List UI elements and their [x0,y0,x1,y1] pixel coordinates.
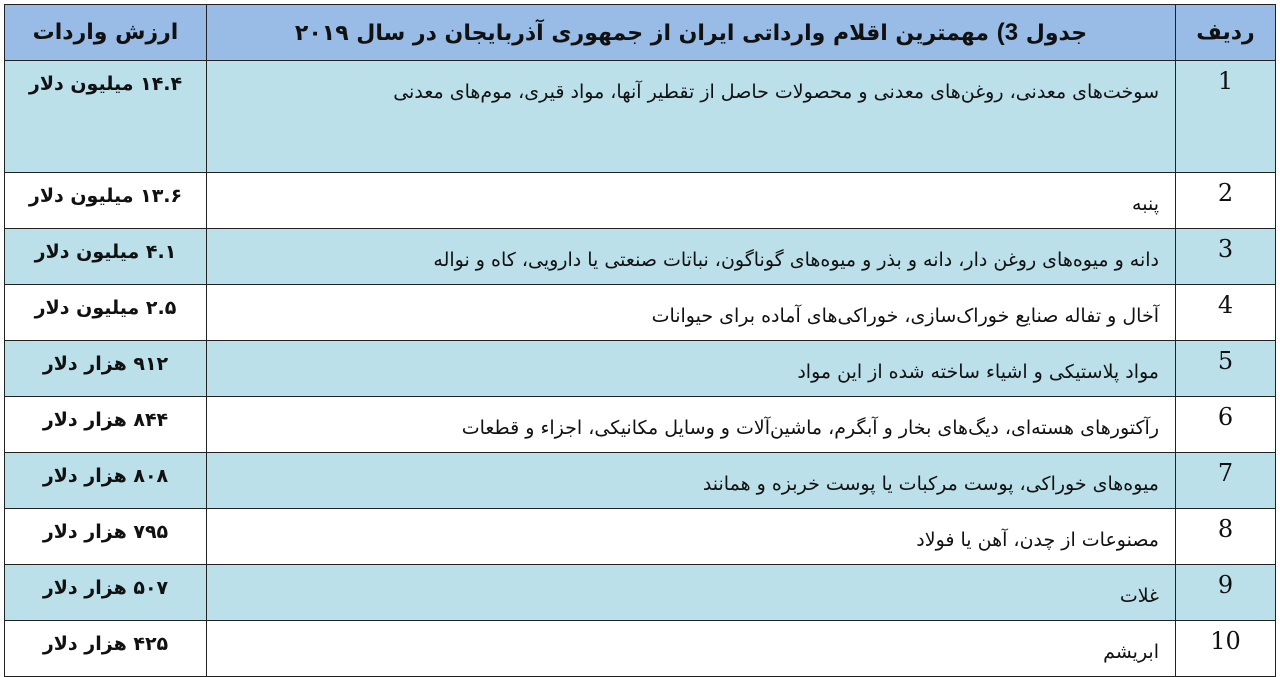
row-radif: 9 [1176,565,1276,621]
row-value: ۱۳.۶ میلیون دلار [5,173,207,229]
row-radif: 8 [1176,509,1276,565]
row-value: ۸۰۸ هزار دلار [5,453,207,509]
header-value: ارزش واردات [5,5,207,61]
table-row [5,341,1276,397]
table-row [5,621,1276,677]
row-radif: 4 [1176,285,1276,341]
row-value: ۲.۵ میلیون دلار [5,285,207,341]
table-row [5,453,1276,509]
row-item: مواد پلاستیکی و اشیاء ساخته شده از این مواد [207,341,1176,397]
row-value: ۷۹۵ هزار دلار [5,509,207,565]
row-value: ۴.۱ میلیون دلار [5,229,207,285]
row-item: غلات [207,565,1176,621]
row-radif: 6 [1176,397,1276,453]
row-item: پنبه [207,173,1176,229]
row-item: رآکتورهای هسته‌ای، دیگ‌های بخار و آبگرم، ماشین‌آلات و وسایل مکانیکی، اجزاء و قطعات [207,397,1176,453]
table-row [5,509,1276,565]
row-radif: 2 [1176,173,1276,229]
row-item: آخال و تفاله صنایع خوراک‌سازی، خوراکی‌های آماده برای حیوانات [207,285,1176,341]
row-value: ۹۱۲ هزار دلار [5,341,207,397]
title-number: 3) [996,18,1019,46]
row-value: ۵۰۷ هزار دلار [5,565,207,621]
table-row [5,229,1276,285]
row-radif: 5 [1176,341,1276,397]
row-radif: 3 [1176,229,1276,285]
row-item: مصنوعات از چدن، آهن یا فولاد [207,509,1176,565]
header-radif: ردیف [1176,5,1276,61]
imports-table [4,4,1276,677]
table-row [5,285,1276,341]
row-radif: 10 [1176,621,1276,677]
title-prefix: جدول [1025,20,1088,46]
row-item: میوه‌های خوراکی، پوست مرکبات یا پوست خربزه و همانند [207,453,1176,509]
row-value: ۱۴.۴ میلیون دلار [5,61,207,173]
table-row [5,61,1276,173]
table-row [5,397,1276,453]
table-row [5,565,1276,621]
row-item: دانه و میوه‌های روغن دار، دانه و بذر و میوه‌های گوناگون، نباتات صنعتی یا دارویی، کاه و نواله [207,229,1176,285]
row-radif: 1 [1176,61,1276,173]
row-item: ابریشم [207,621,1176,677]
table-title [207,5,1176,61]
row-radif: 7 [1176,453,1276,509]
row-value: ۴۲۵ هزار دلار [5,621,207,677]
title-text: مهمترین اقلام وارداتی ایران از جمهوری آذربایجان در سال ۲۰۱۹ [294,20,990,46]
row-item: سوخت‌های معدنی، روغن‌های معدنی و محصولات حاصل از تقطیر آنها، مواد قیری، موم‌های معدنی [207,61,1176,173]
row-value: ۸۴۴ هزار دلار [5,397,207,453]
table-header-row [5,5,1276,61]
table-row [5,173,1276,229]
